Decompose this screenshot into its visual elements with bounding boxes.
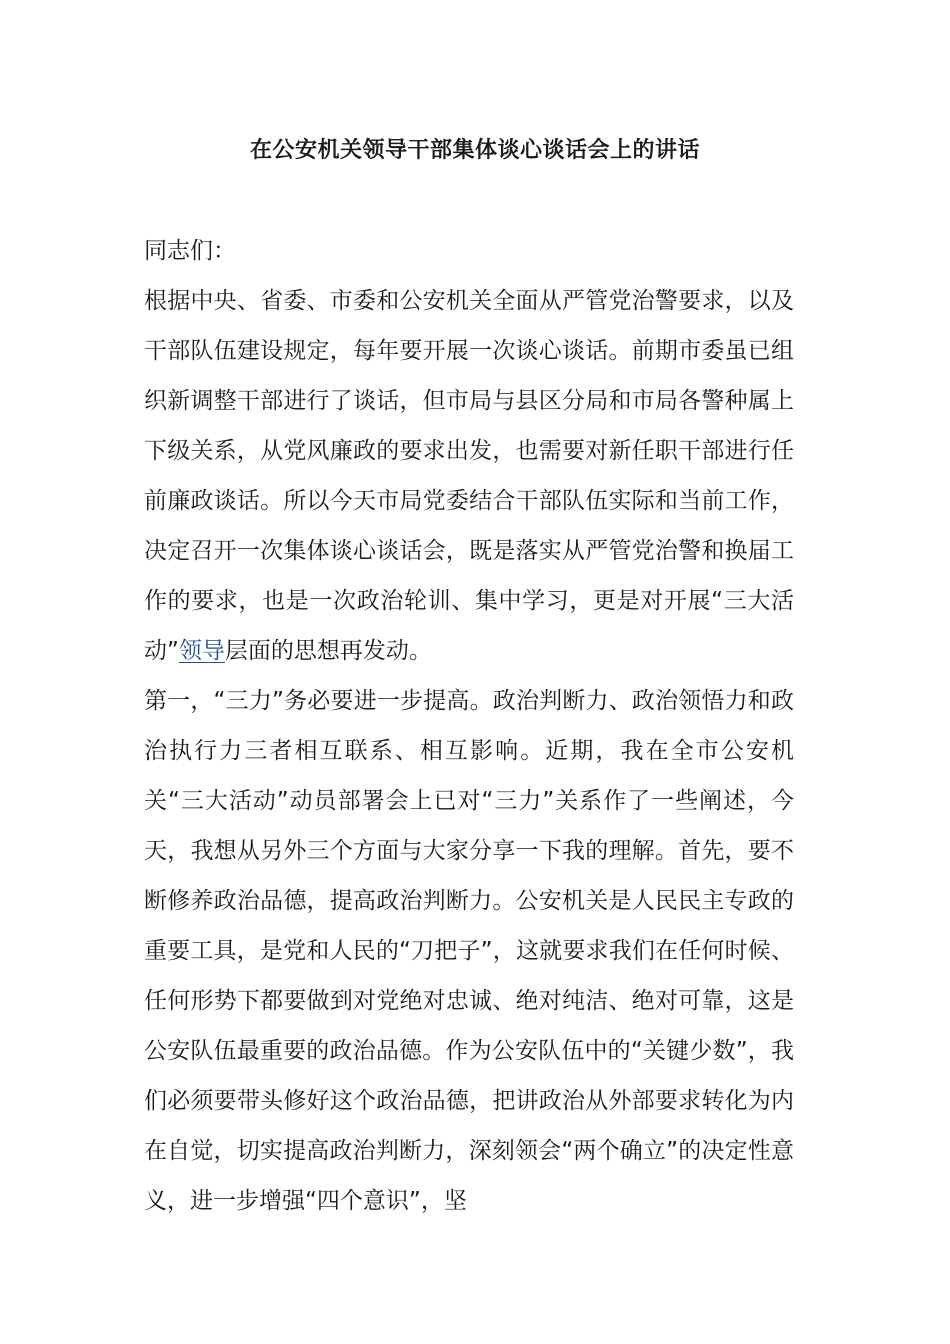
paragraph-intro-text-after: 层面的思想再发动。 xyxy=(224,638,432,664)
document-title: 在公安机关领导干部集体谈心谈话会上的讲话 xyxy=(249,138,700,163)
paragraph-first-point: 第一，“三力”务必要进一步提高。政治判断力、政治领悟力和政治执行力三者相互联系、相互影响。近期，我在全市公安机关“三大活动”动员部署会上已对“三力”关系作了一些阐述，今天，我想从另外三个方面与大家分享一下我的理解。首先，要不断修养政治品德，提高政治判断力。公安机关是人民民主专政的重要工具，是党和人民的“刀把子”，这就要求我们在任何时候、任何形势下都要做到对党绝对忠诚、绝对纯洁、绝对可靠，这是公安队伍最重要的政治品德。作为公安队伍中的“关键少数”，我们必须要带头修好这个政治品德，把讲政治从外部要求转化为内在自觉，切实提高政治判断力，深刻领会“两个确立”的决定性意义，进一步增强“四个意识”，坚 xyxy=(144,688,794,1214)
paragraph-intro-text-before: 根据中央、省委、市委和公安机关全面从严管党治警要求，以及干部队伍建设规定，每年要开展一次谈心谈话。前期市委虽已组织新调整干部进行了谈话，但市局与县区分局和市局各警种属上下级关系，从党风廉政的要求出发，也需要对新任职干部进行任前廉政谈话。所以今天市局党委结合干部队伍实际和当前工作，决定召开一次集体谈心谈话会，既是落实从严管党治警和换届工作的要求，也是一次政治轮训、集中学习，更是对开展“三大活动” xyxy=(144,288,794,664)
document-body xyxy=(144,226,794,1226)
paragraph-intro xyxy=(144,276,794,676)
leadership-link[interactable]: 领导 xyxy=(178,638,225,664)
salutation: 同志们： xyxy=(144,238,236,264)
